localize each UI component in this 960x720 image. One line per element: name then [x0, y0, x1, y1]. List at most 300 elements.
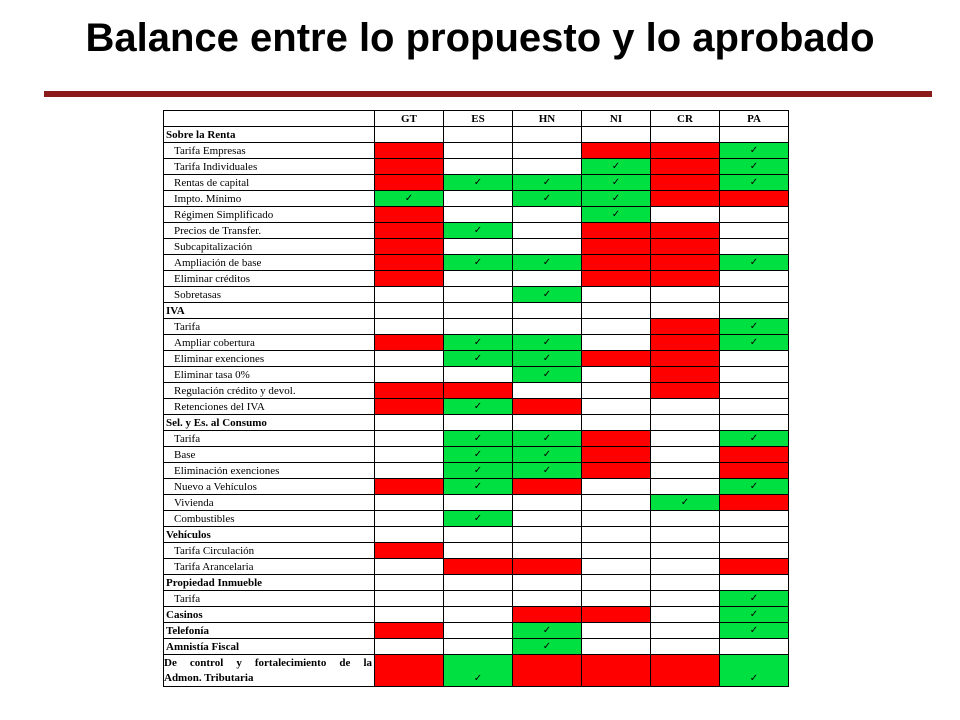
check-icon: ✓ — [473, 256, 483, 268]
cell-red-cr — [651, 655, 720, 687]
cell-blank-pa — [720, 287, 789, 303]
check-icon: ✓ — [749, 320, 759, 332]
cell-blank-hn — [513, 591, 582, 607]
cell-blank-es — [444, 367, 513, 383]
row-label: Ampliación de base — [164, 255, 375, 271]
cell-blank-es — [444, 191, 513, 207]
check-icon: ✓ — [473, 512, 483, 524]
cell-blank-ni — [582, 511, 651, 527]
cell-red-es — [444, 383, 513, 399]
table-row — [164, 543, 789, 559]
cell-green-hn — [513, 639, 582, 655]
cell-green-es — [444, 511, 513, 527]
cell-green-es — [444, 399, 513, 415]
category-row — [164, 639, 789, 655]
table-row — [164, 591, 789, 607]
check-icon: ✓ — [749, 160, 759, 172]
check-icon: ✓ — [611, 160, 621, 172]
cell-green-pa — [720, 591, 789, 607]
cell-blank-gt — [375, 367, 444, 383]
cell-blank-ni — [582, 383, 651, 399]
col-header-ni: NI — [582, 111, 651, 127]
cell-green-hn — [513, 287, 582, 303]
check-icon: ✓ — [473, 432, 483, 444]
check-icon: ✓ — [473, 176, 483, 188]
table-row — [164, 271, 789, 287]
cell-green-hn — [513, 175, 582, 191]
cell-blank-hn — [513, 271, 582, 287]
table-row — [164, 239, 789, 255]
cell-red-cr — [651, 335, 720, 351]
cell-blank-ni — [582, 319, 651, 335]
check-icon: ✓ — [680, 496, 690, 508]
cell-blank-gt — [375, 559, 444, 575]
col-header-gt: GT — [375, 111, 444, 127]
cell-green-hn — [513, 351, 582, 367]
cell-green-es — [444, 335, 513, 351]
table-row — [164, 159, 789, 175]
cell-blank-cr — [651, 447, 720, 463]
row-label: Eliminar créditos — [164, 271, 375, 287]
category-row — [164, 607, 789, 623]
cell-blank-ni — [582, 527, 651, 543]
cell-red-cr — [651, 143, 720, 159]
cell-blank-es — [444, 591, 513, 607]
cell-blank-gt — [375, 287, 444, 303]
cell-blank-es — [444, 207, 513, 223]
cell-red-ni — [582, 239, 651, 255]
category-label: Propiedad Inmueble — [164, 575, 375, 591]
table-row — [164, 559, 789, 575]
cell-blank-cr — [651, 399, 720, 415]
category-label — [164, 655, 375, 687]
cell-green-hn — [513, 367, 582, 383]
cell-green-es — [444, 223, 513, 239]
check-icon: ✓ — [404, 192, 414, 204]
cell-blank-es — [444, 143, 513, 159]
cell-blank-ni — [582, 399, 651, 415]
cell-green-pa — [720, 143, 789, 159]
check-icon: ✓ — [611, 192, 621, 204]
cell-blank-ni — [582, 303, 651, 319]
cell-green-es — [444, 255, 513, 271]
cell-blank-es — [444, 319, 513, 335]
cell-blank-es — [444, 271, 513, 287]
cell-blank-gt — [375, 319, 444, 335]
check-icon: ✓ — [611, 208, 621, 220]
table-row — [164, 351, 789, 367]
cell-blank-es — [444, 543, 513, 559]
category-label: Sobre la Renta — [164, 127, 375, 143]
cell-green-hn — [513, 431, 582, 447]
cell-green-hn — [513, 255, 582, 271]
category-label: Vehículos — [164, 527, 375, 543]
cell-red-cr — [651, 367, 720, 383]
row-label: Tarifa — [164, 319, 375, 335]
cell-blank-cr — [651, 607, 720, 623]
cell-blank-es — [444, 623, 513, 639]
cell-green-es — [444, 175, 513, 191]
row-label: Base — [164, 447, 375, 463]
cell-blank-gt — [375, 639, 444, 655]
cell-blank-cr — [651, 287, 720, 303]
row-label: Combustibles — [164, 511, 375, 527]
cell-blank-gt — [375, 495, 444, 511]
cell-blank-pa — [720, 303, 789, 319]
col-header-pa: PA — [720, 111, 789, 127]
category-label-line2: Admon. Tributaria — [164, 671, 254, 684]
cell-green-pa — [720, 255, 789, 271]
cell-green-es — [444, 431, 513, 447]
cell-red-cr — [651, 255, 720, 271]
check-icon: ✓ — [542, 640, 552, 652]
cell-red-gt — [375, 207, 444, 223]
cell-blank-es — [444, 287, 513, 303]
cell-blank-ni — [582, 335, 651, 351]
cell-red-gt — [375, 271, 444, 287]
check-icon: ✓ — [473, 448, 483, 460]
cell-blank-pa — [720, 207, 789, 223]
cell-red-cr — [651, 191, 720, 207]
cell-blank-hn — [513, 511, 582, 527]
cell-blank-es — [444, 239, 513, 255]
check-icon: ✓ — [611, 176, 621, 188]
table-row — [164, 383, 789, 399]
category-row — [164, 655, 789, 687]
cell-blank-hn — [513, 159, 582, 175]
cell-blank-ni — [582, 495, 651, 511]
cell-red-gt — [375, 655, 444, 687]
cell-blank-pa — [720, 511, 789, 527]
cell-red-pa — [720, 447, 789, 463]
category-row — [164, 127, 789, 143]
check-icon: ✓ — [749, 336, 759, 348]
row-label: Tarifa Individuales — [164, 159, 375, 175]
cell-red-hn — [513, 399, 582, 415]
row-label: Subcapitalización — [164, 239, 375, 255]
cell-blank-cr — [651, 127, 720, 143]
row-label: Eliminar exenciones — [164, 351, 375, 367]
title-divider — [44, 91, 932, 97]
cell-blank-gt — [375, 415, 444, 431]
check-icon: ✓ — [542, 288, 552, 300]
check-icon: ✓ — [542, 464, 552, 476]
cell-red-ni — [582, 271, 651, 287]
cell-blank-pa — [720, 543, 789, 559]
col-header-es: ES — [444, 111, 513, 127]
cell-blank-gt — [375, 351, 444, 367]
check-icon: ✓ — [542, 432, 552, 444]
table-row — [164, 319, 789, 335]
cell-blank-cr — [651, 639, 720, 655]
cell-blank-gt — [375, 447, 444, 463]
cell-green-hn — [513, 623, 582, 639]
cell-green-pa — [720, 335, 789, 351]
cell-blank-es — [444, 607, 513, 623]
header-row — [164, 111, 789, 127]
cell-green-pa — [720, 623, 789, 639]
cell-blank-pa — [720, 367, 789, 383]
category-row — [164, 623, 789, 639]
cell-blank-es — [444, 495, 513, 511]
cell-green-pa — [720, 431, 789, 447]
cell-red-gt — [375, 159, 444, 175]
row-label: Eliminar tasa 0% — [164, 367, 375, 383]
cell-blank-ni — [582, 127, 651, 143]
row-label: Ampliar cobertura — [164, 335, 375, 351]
cell-blank-gt — [375, 575, 444, 591]
check-icon: ✓ — [542, 176, 552, 188]
cell-red-gt — [375, 479, 444, 495]
cell-red-gt — [375, 543, 444, 559]
cell-blank-es — [444, 159, 513, 175]
row-label: Tarifa Empresas — [164, 143, 375, 159]
table-row — [164, 511, 789, 527]
cell-green-ni — [582, 159, 651, 175]
cell-blank-hn — [513, 543, 582, 559]
category-label: Sel. y Es. al Consumo — [164, 415, 375, 431]
cell-blank-pa — [720, 239, 789, 255]
cell-blank-gt — [375, 127, 444, 143]
cell-blank-hn — [513, 223, 582, 239]
cell-red-ni — [582, 255, 651, 271]
cell-blank-hn — [513, 127, 582, 143]
cell-red-ni — [582, 351, 651, 367]
row-label: Régimen Simplificado — [164, 207, 375, 223]
cell-blank-pa — [720, 223, 789, 239]
cell-red-hn — [513, 479, 582, 495]
table-row — [164, 447, 789, 463]
cell-blank-hn — [513, 303, 582, 319]
check-icon: ✓ — [542, 368, 552, 380]
category-label: Amnistía Fiscal — [164, 639, 375, 655]
table-row — [164, 207, 789, 223]
cell-green-cr — [651, 495, 720, 511]
cell-red-es — [444, 559, 513, 575]
category-row — [164, 303, 789, 319]
cell-blank-gt — [375, 431, 444, 447]
cell-red-cr — [651, 271, 720, 287]
check-icon: ✓ — [473, 673, 483, 684]
cell-red-cr — [651, 383, 720, 399]
check-icon: ✓ — [542, 624, 552, 636]
cell-green-hn — [513, 447, 582, 463]
cell-blank-cr — [651, 591, 720, 607]
cell-red-pa — [720, 191, 789, 207]
cell-green-ni — [582, 175, 651, 191]
table-row — [164, 399, 789, 415]
table-row — [164, 335, 789, 351]
cell-blank-es — [444, 575, 513, 591]
category-row — [164, 575, 789, 591]
cell-red-cr — [651, 319, 720, 335]
check-icon: ✓ — [473, 336, 483, 348]
cell-blank-pa — [720, 575, 789, 591]
cell-blank-cr — [651, 543, 720, 559]
cell-red-pa — [720, 463, 789, 479]
cell-red-gt — [375, 143, 444, 159]
cell-green-es — [444, 479, 513, 495]
cell-blank-cr — [651, 303, 720, 319]
category-row — [164, 415, 789, 431]
cell-red-gt — [375, 383, 444, 399]
cell-green-pa — [720, 655, 789, 687]
cell-red-ni — [582, 607, 651, 623]
cell-blank-hn — [513, 207, 582, 223]
check-icon: ✓ — [542, 192, 552, 204]
cell-red-cr — [651, 175, 720, 191]
cell-blank-es — [444, 303, 513, 319]
cell-blank-gt — [375, 591, 444, 607]
table-row — [164, 143, 789, 159]
cell-blank-ni — [582, 575, 651, 591]
table-row — [164, 287, 789, 303]
cell-green-pa — [720, 319, 789, 335]
check-icon: ✓ — [542, 256, 552, 268]
cell-blank-cr — [651, 511, 720, 527]
category-label-line1: De control y fortalecimiento de la — [164, 656, 372, 669]
row-label: Tarifa Arancelaria — [164, 559, 375, 575]
row-label: Tarifa — [164, 591, 375, 607]
check-icon: ✓ — [473, 464, 483, 476]
cell-blank-hn — [513, 239, 582, 255]
cell-blank-cr — [651, 431, 720, 447]
cell-blank-hn — [513, 383, 582, 399]
row-label: Tarifa — [164, 431, 375, 447]
cell-blank-es — [444, 415, 513, 431]
cell-red-hn — [513, 607, 582, 623]
cell-blank-cr — [651, 479, 720, 495]
cell-blank-ni — [582, 543, 651, 559]
cell-red-cr — [651, 159, 720, 175]
row-label: Impto. Mínimo — [164, 191, 375, 207]
table-row — [164, 223, 789, 239]
check-icon: ✓ — [749, 432, 759, 444]
row-label: Nuevo a Vehículos — [164, 479, 375, 495]
table-row — [164, 367, 789, 383]
cell-blank-ni — [582, 415, 651, 431]
check-icon: ✓ — [473, 352, 483, 364]
cell-blank-pa — [720, 271, 789, 287]
check-icon: ✓ — [749, 176, 759, 188]
cell-green-gt — [375, 191, 444, 207]
cell-green-hn — [513, 335, 582, 351]
cell-blank-cr — [651, 623, 720, 639]
cell-blank-hn — [513, 575, 582, 591]
cell-red-hn — [513, 559, 582, 575]
row-label: Vivienda — [164, 495, 375, 511]
cell-blank-ni — [582, 287, 651, 303]
check-icon: ✓ — [749, 624, 759, 636]
cell-blank-hn — [513, 143, 582, 159]
cell-blank-gt — [375, 511, 444, 527]
cell-blank-cr — [651, 559, 720, 575]
table-row — [164, 175, 789, 191]
cell-green-es — [444, 655, 513, 687]
cell-blank-cr — [651, 575, 720, 591]
check-icon: ✓ — [473, 480, 483, 492]
check-icon: ✓ — [542, 448, 552, 460]
cell-green-pa — [720, 159, 789, 175]
cell-blank-es — [444, 527, 513, 543]
row-label: Regulación crédito y devol. — [164, 383, 375, 399]
cell-red-ni — [582, 447, 651, 463]
col-header-hn: HN — [513, 111, 582, 127]
cell-blank-pa — [720, 527, 789, 543]
cell-red-gt — [375, 239, 444, 255]
cell-red-ni — [582, 143, 651, 159]
cell-red-cr — [651, 239, 720, 255]
cell-blank-ni — [582, 591, 651, 607]
cell-blank-hn — [513, 527, 582, 543]
cell-red-gt — [375, 399, 444, 415]
check-icon: ✓ — [749, 673, 759, 684]
check-icon: ✓ — [473, 400, 483, 412]
cell-red-pa — [720, 559, 789, 575]
cell-red-gt — [375, 223, 444, 239]
cell-green-pa — [720, 175, 789, 191]
cell-blank-gt — [375, 303, 444, 319]
cell-blank-hn — [513, 319, 582, 335]
cell-red-ni — [582, 463, 651, 479]
cell-blank-cr — [651, 415, 720, 431]
row-label: Retenciones del IVA — [164, 399, 375, 415]
cell-blank-ni — [582, 639, 651, 655]
cell-red-gt — [375, 175, 444, 191]
cell-red-ni — [582, 431, 651, 447]
table-body — [164, 127, 789, 687]
row-label: Sobretasas — [164, 287, 375, 303]
check-icon: ✓ — [749, 592, 759, 604]
table-row — [164, 495, 789, 511]
cell-blank-gt — [375, 463, 444, 479]
col-header-cr: CR — [651, 111, 720, 127]
cell-green-es — [444, 463, 513, 479]
cell-blank-gt — [375, 607, 444, 623]
check-icon: ✓ — [749, 608, 759, 620]
category-label: Telefonía — [164, 623, 375, 639]
check-icon: ✓ — [749, 480, 759, 492]
cell-red-ni — [582, 655, 651, 687]
check-icon: ✓ — [749, 256, 759, 268]
table-row — [164, 255, 789, 271]
cell-green-es — [444, 351, 513, 367]
cell-green-pa — [720, 479, 789, 495]
row-label: Eliminación exenciones — [164, 463, 375, 479]
category-label: IVA — [164, 303, 375, 319]
page-title: Balance entre lo propuesto y lo aprobado — [85, 16, 875, 60]
cell-blank-gt — [375, 527, 444, 543]
cell-blank-es — [444, 127, 513, 143]
cell-red-hn — [513, 655, 582, 687]
cell-blank-cr — [651, 207, 720, 223]
cell-red-pa — [720, 495, 789, 511]
table-row — [164, 191, 789, 207]
cell-blank-pa — [720, 351, 789, 367]
cell-green-pa — [720, 607, 789, 623]
category-label: Casinos — [164, 607, 375, 623]
row-label: Tarifa Circulación — [164, 543, 375, 559]
cell-green-hn — [513, 463, 582, 479]
cell-blank-pa — [720, 399, 789, 415]
cell-blank-pa — [720, 383, 789, 399]
cell-blank-es — [444, 639, 513, 655]
cell-blank-ni — [582, 367, 651, 383]
cell-green-es — [444, 447, 513, 463]
cell-red-cr — [651, 351, 720, 367]
header-corner — [164, 111, 375, 127]
table-row — [164, 479, 789, 495]
